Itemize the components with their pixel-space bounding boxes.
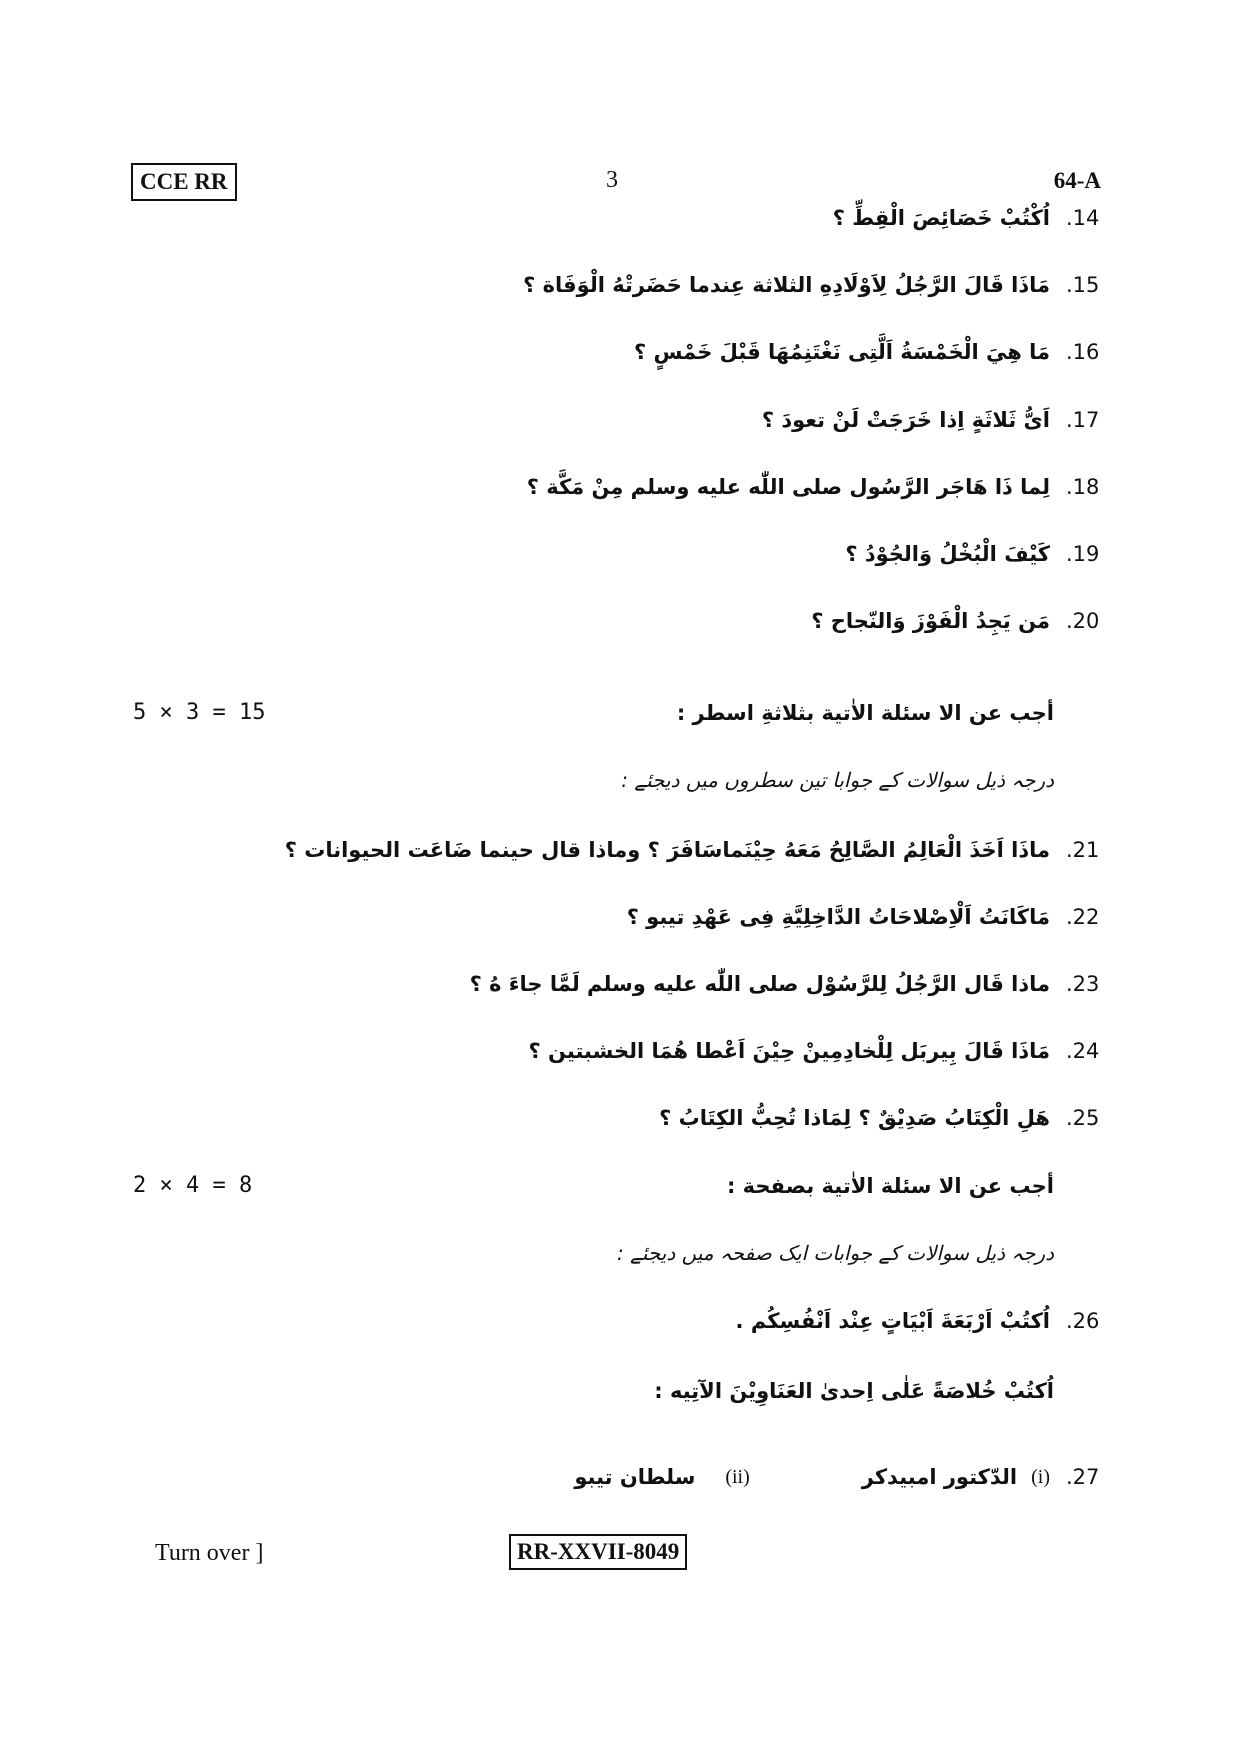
question-number: .17: [1066, 408, 1100, 432]
question-number: .21: [1066, 838, 1100, 862]
turn-over-note: Turn over ]: [155, 1540, 264, 1566]
question-26: [736, 1301, 1110, 1341]
section-b-instruction-arabic: أجب عن الا سئلة الاٰتية بثلاثةِ اسطر :: [676, 701, 1054, 725]
question-23: [470, 964, 1110, 1004]
question-text: اُكْتُبْ خَصَائِصَ الْقِطِّ ؟: [832, 206, 1050, 230]
question-17: [762, 400, 1110, 440]
option-1-label: (i): [1031, 1465, 1050, 1488]
question-number: .18: [1066, 475, 1100, 499]
question-text: اُكتُبْ اَرْبَعَةَ اَبْيَاتٍ عِنْد اَنْفُسِكُم .: [735, 1309, 1050, 1333]
question-24: [529, 1031, 1110, 1071]
question-14: [833, 198, 1110, 238]
question-text: مَاذَا قَالَ بِيربَل لِلْخادِمِينْ حِيْنَ اَعْطا هُمَا الخشبتين ؟: [528, 1039, 1050, 1063]
question-number: .19: [1066, 542, 1100, 566]
question-text: ماذَا اَخَذَ الْعَالِمُ الصَّالِحُ مَعَهُ حِيْنَماسَافَرَ ؟ وماذا قال حينما ضَاعَت الحيوانات ؟: [284, 838, 1050, 862]
section-c-instruction-urdu: درجہ ذیل سوالات کے جوابات ایک صفحہ میں دیجئے :: [617, 1241, 1054, 1265]
question-19: [845, 534, 1110, 574]
question-number: .16: [1066, 340, 1100, 364]
question-text: اَىُّ ثَلاثَةٍ اِذا خَرَجَتْ لَنْ تعودَ ؟: [761, 408, 1050, 432]
question-16: [634, 332, 1110, 372]
question-text: مَا هِيَ الْخَمْسَةُ اَلَّتِى نَغْتَنِمُهَا قَبْلَ خَمْسٍ ؟: [633, 340, 1050, 364]
option-2-label: (ii): [725, 1465, 750, 1488]
question-21: [285, 830, 1110, 870]
question-text: كَيْفَ الْبُخْلُ وَالجُوْدُ ؟: [845, 542, 1050, 566]
question-number: .20: [1066, 609, 1100, 633]
question-number: .14: [1066, 206, 1100, 230]
section-c-instruction-arabic: أجب عن الا سئلة الاٰتية بصفحة :: [726, 1174, 1054, 1198]
paper-code: 64-A: [1053, 168, 1101, 193]
question-number: .27: [1066, 1465, 1100, 1489]
question-number: .15: [1066, 273, 1100, 297]
summary-instruction: اُكتُبْ خُلاصَةً عَلٰى اِحدىٰ العَنَاوِيْنَ الآتِيه :: [654, 1379, 1054, 1403]
question-27: [574, 1457, 1110, 1497]
question-18: [527, 467, 1110, 507]
question-text: هَلِ الْكِتَابُ صَدِيْقٌ ؟ لِمَاذا تُحِبُّ الكِتَابُ ؟: [659, 1106, 1050, 1130]
question-number: .23: [1066, 972, 1100, 996]
question-number: .24: [1066, 1039, 1100, 1063]
option-1-text: الدّكتور امبيدكر: [861, 1465, 1018, 1489]
question-text: ماذا قَال الرَّجُلُ لِلرَّسُوْل صلى اللّٰه عليه وسلم لَمَّا جاءَ هُ ؟: [469, 972, 1050, 996]
option-2-text: سلطان تيبو: [574, 1465, 696, 1489]
question-15: [523, 265, 1110, 305]
question-22: [627, 897, 1110, 937]
header-code-box: CCE RR: [131, 163, 237, 201]
serial-code-box: RR-XXVII-8049: [509, 1534, 687, 1570]
question-number: .22: [1066, 905, 1100, 929]
question-text: مَاذَا قَالَ الرَّجُلُ لِاَوْلَادِهِ الثلاثة عِندما حَضَرتْهُ الْوَفَاة ؟: [523, 273, 1050, 297]
question-number: .25: [1066, 1106, 1100, 1130]
question-25: [659, 1098, 1110, 1138]
question-number: .26: [1066, 1309, 1100, 1333]
section-c-marks: 2 × 4 = 8: [133, 1173, 253, 1198]
question-text: لِما ذَا هَاجَر الرَّسُول صلى اللّٰه عليه وسلم مِنْ مَكَّة ؟: [526, 475, 1050, 499]
section-b-instruction-urdu: درجہ ذیل سوالات کے جوابا تین سطروں میں دیجئے :: [621, 768, 1054, 792]
page-number: 3: [606, 167, 618, 193]
question-text: مَن يَجِدُ الْفَوْزَ وَالنّجاح ؟: [811, 609, 1050, 633]
section-b-marks: 5 × 3 = 15: [133, 700, 266, 725]
question-text: مَاكَانَتُ اَلْاِصْلاحَاتُ الدَّاخِلِيَّةِ فِى عَهْدِ تيبو ؟: [626, 905, 1050, 929]
question-20: [811, 601, 1110, 641]
